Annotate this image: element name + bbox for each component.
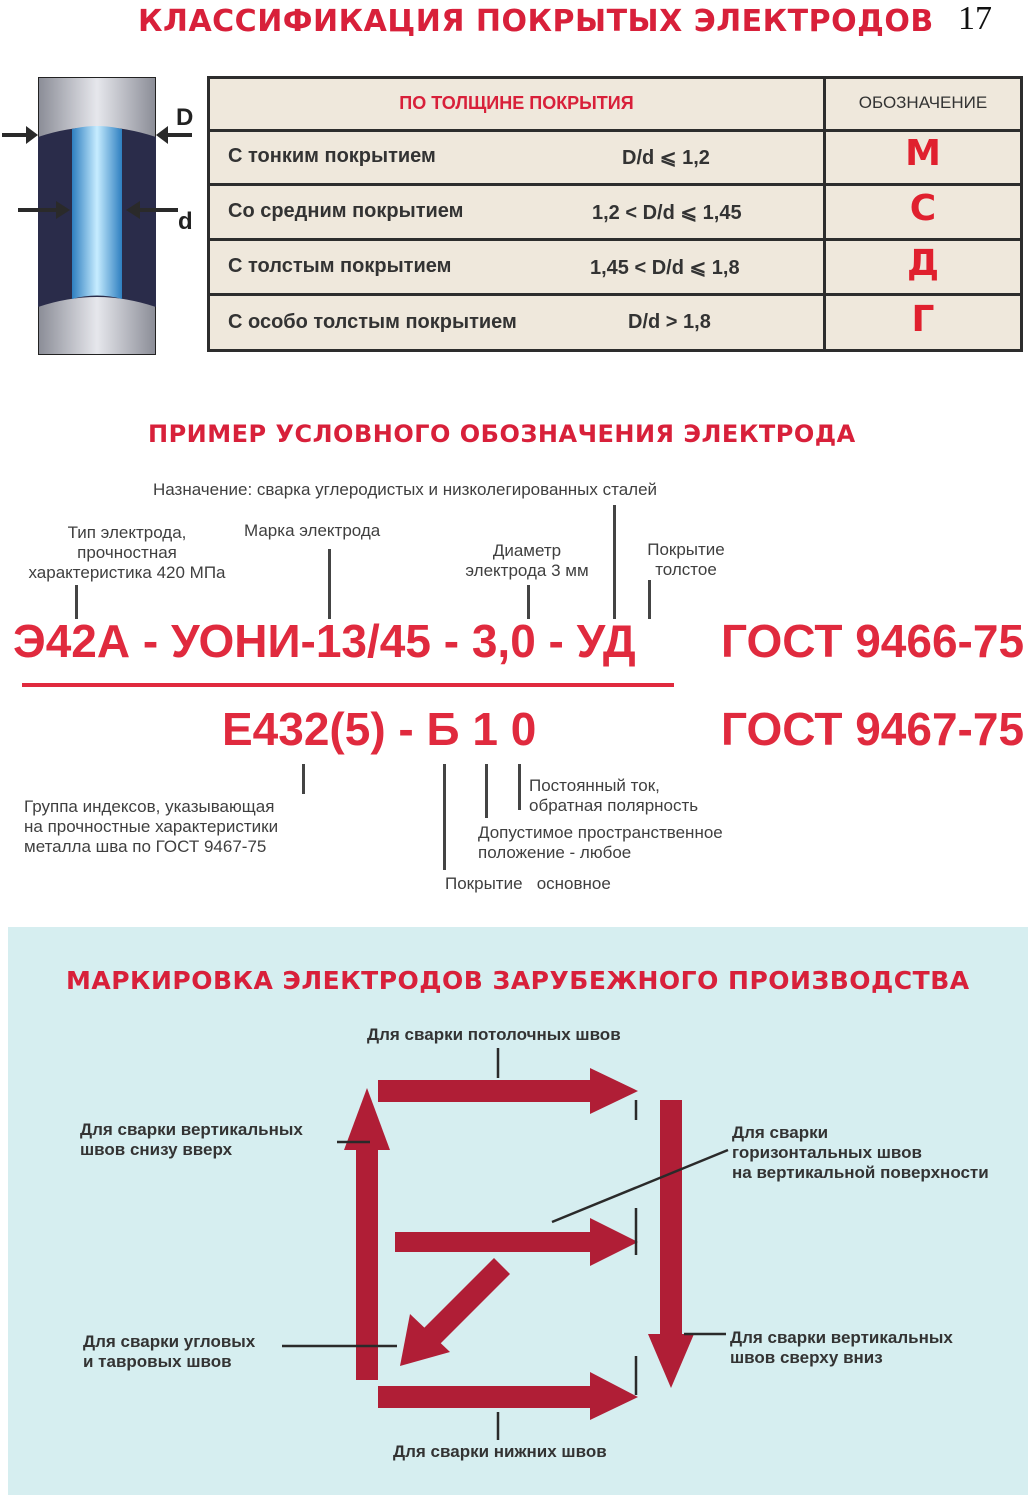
coating-ratio: 1,2 < D/d ⩽ 1,45 — [592, 202, 742, 224]
vertical-up-label: Для сварки вертикальных швов снизу вверх — [80, 1120, 303, 1159]
designation-line-1: Э42А - УОНИ-13/45 - 3,0 - УД — [13, 615, 636, 667]
coating-ratio: 1,45 < D/d ⩽ 1,8 — [590, 257, 740, 279]
coating-ratio: D/d > 1,8 — [628, 311, 711, 333]
page-number: 17 — [958, 0, 992, 37]
header-coating-thickness: ПО ТОЛЩИНЕ ПОКРЫТИЯ — [399, 93, 634, 113]
index-group-label: Группа индексов, указывающая на прочностные характеристики металла шва по ГОСТ 9467-75 — [24, 797, 279, 856]
coating-name: С тонким покрытием — [228, 145, 436, 167]
diameter-outer-label: D — [176, 104, 194, 131]
gost-9467: ГОСТ 9467-75 — [721, 703, 1025, 755]
basic-coating-label: Покрытие основное — [445, 874, 611, 893]
ceiling-seams-label: Для сварки потолочных швов — [367, 1025, 621, 1044]
horizontal-seams-label: Для сварки горизонтальных швов на вертикальной поверхности — [732, 1123, 989, 1182]
gost-9466: ГОСТ 9466-75 — [721, 615, 1025, 667]
brand-label: Марка электрода — [244, 521, 381, 540]
type-label: Тип электрода, прочностная характеристика 420 МПа — [28, 523, 226, 582]
example-title: ПРИМЕР УСЛОВНОГО ОБОЗНАЧЕНИЯ ЭЛЕКТРОДА — [148, 420, 856, 448]
vertical-down-label: Для сварки вертикальных швов сверху вниз — [730, 1328, 953, 1367]
coating-symbol: Д — [906, 243, 940, 284]
coating-symbol: М — [905, 133, 941, 174]
coating-symbol: Г — [911, 299, 935, 340]
coating-name: С особо толстым покрытием — [228, 311, 517, 333]
page-title: КЛАССИФИКАЦИЯ ПОКРЫТЫХ ЭЛЕКТРОДОВ — [138, 4, 934, 39]
spatial-position-label: Допустимое пространственное положение - любое — [478, 823, 723, 862]
coating-name: С толстым покрытием — [228, 255, 452, 277]
diameter-inner-label: d — [178, 208, 193, 235]
designation-line-2: Е432(5) - Б 1 0 — [222, 703, 537, 755]
header-designation: ОБОЗНАЧЕНИЕ — [858, 93, 988, 112]
foreign-marking-title: МАРКИРОВКА ЭЛЕКТРОДОВ ЗАРУБЕЖНОГО ПРОИЗВОДСТВА — [66, 966, 970, 995]
corner-seams-label: Для сварки угловых и тавровых швов — [83, 1332, 256, 1371]
diameter-label: Диаметр электрода 3 мм — [465, 541, 589, 580]
coating-name: Со средним покрытием — [228, 200, 464, 222]
bottom-seams-label: Для сварки нижних швов — [393, 1442, 607, 1461]
coating-ratio: D/d ⩽ 1,2 — [622, 147, 710, 169]
current-polarity-label: Постоянный ток, обратная полярность — [529, 776, 699, 815]
coating-label: Покрытие толстое — [647, 540, 725, 579]
coating-symbol: С — [909, 188, 937, 229]
purpose-label: Назначение: сварка углеродистых и низколегированных сталей — [153, 480, 658, 499]
